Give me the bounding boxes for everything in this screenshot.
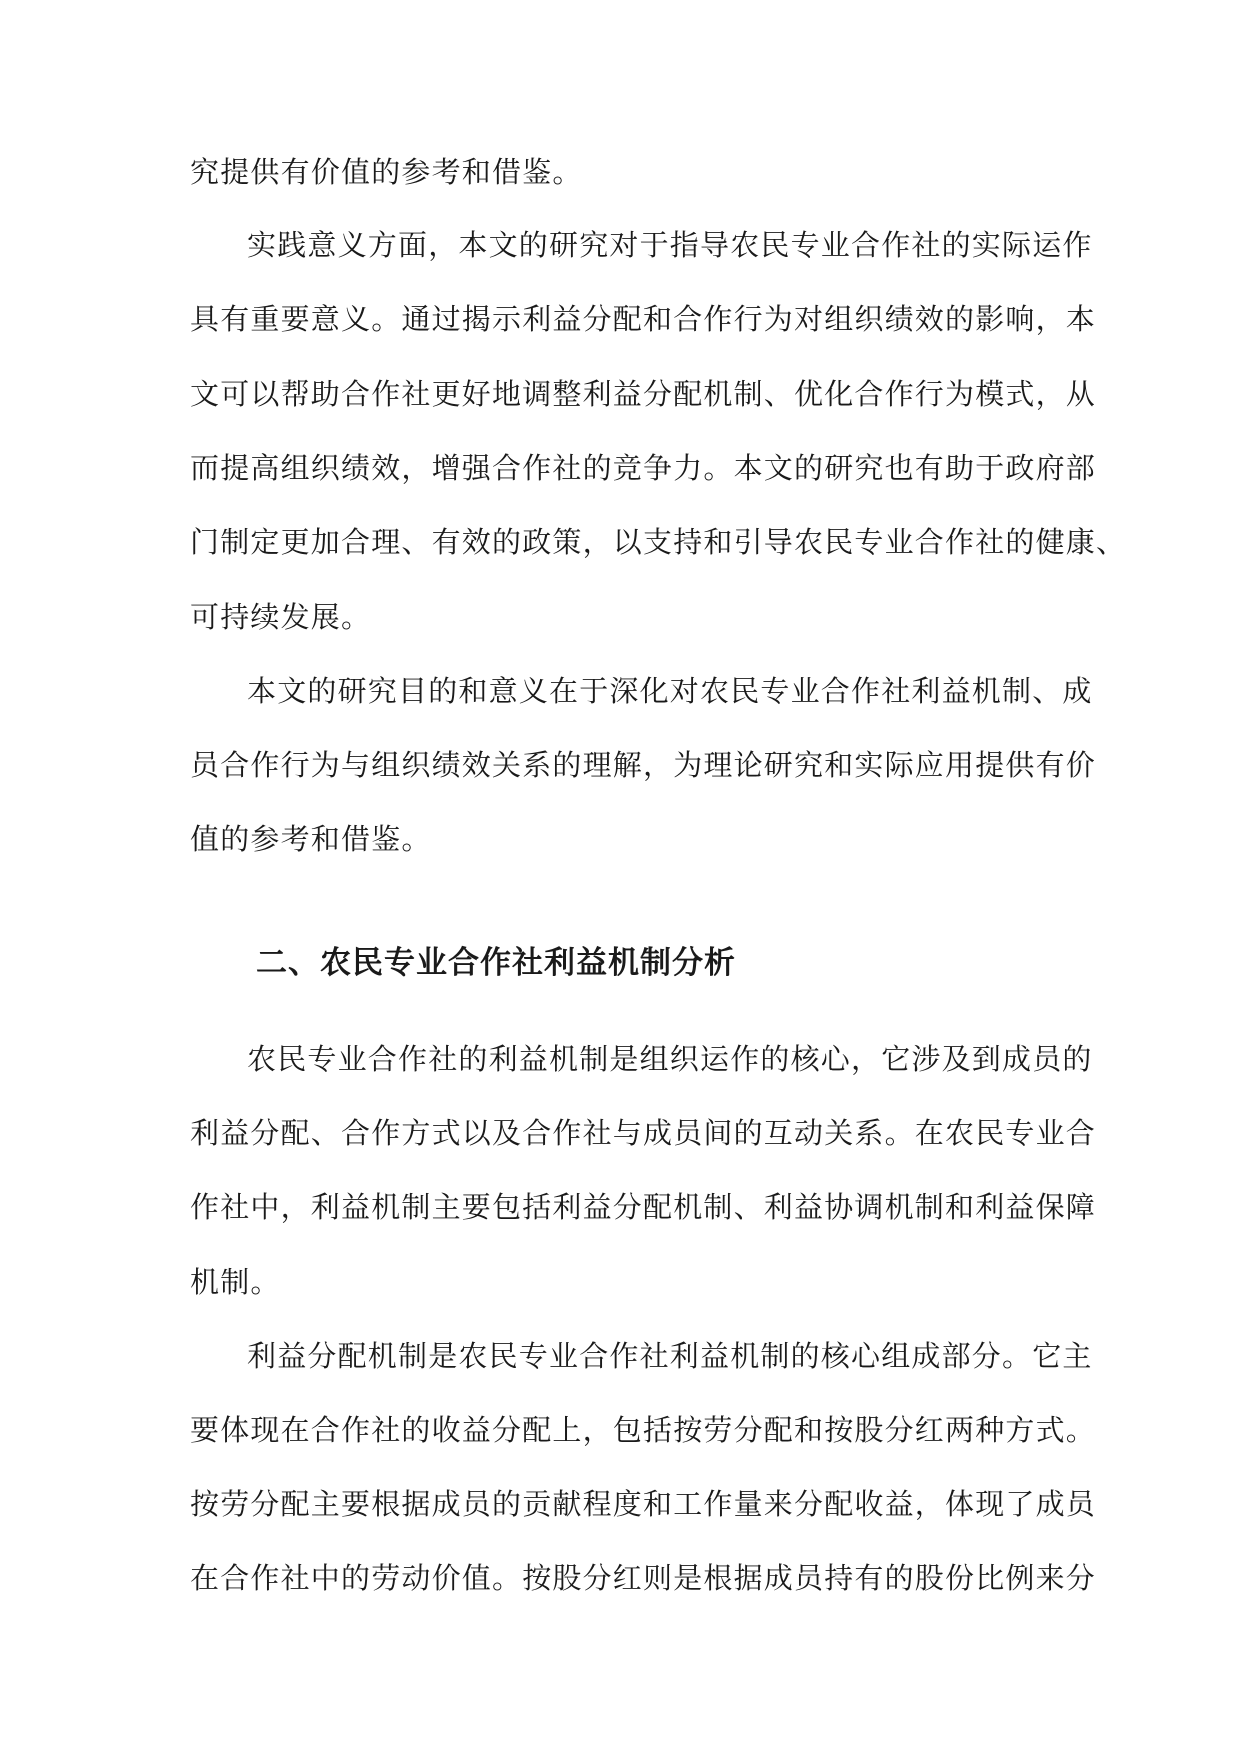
paragraph-4-line-4: 机制。: [190, 1265, 281, 1299]
section-heading: 二、农民专业合作社利益机制分析: [256, 945, 736, 981]
paragraph-1-line-1: 究提供有价值的参考和借鉴。: [190, 155, 583, 189]
paragraph-2-line-4: 而提高组织绩效，增强合作社的竞争力。本文的研究也有助于政府部: [190, 451, 1097, 485]
paragraph-4-line-1: 农民专业合作社的利益机制是组织运作的核心，它涉及到成员的: [247, 1042, 1093, 1076]
paragraph-2-line-5: 门制定更加合理、有效的政策，以支持和引导农民专业合作社的健康、: [190, 525, 1127, 559]
paragraph-2-line-2: 具有重要意义。通过揭示利益分配和合作行为对组织绩效的影响，本: [190, 302, 1097, 336]
paragraph-5-line-3: 按劳分配主要根据成员的贡献程度和工作量来分配收益，体现了成员: [190, 1487, 1097, 1521]
paragraph-3-line-2: 员合作行为与组织绩效关系的理解，为理论研究和实际应用提供有价: [190, 748, 1097, 782]
paragraph-4-line-2: 利益分配、合作方式以及合作社与成员间的互动关系。在农民专业合: [190, 1116, 1097, 1150]
paragraph-5-line-4: 在合作社中的劳动价值。按股分红则是根据成员持有的股份比例来分: [190, 1561, 1097, 1595]
paragraph-2-line-1: 实践意义方面，本文的研究对于指导农民专业合作社的实际运作: [247, 228, 1093, 262]
paragraph-5-line-2: 要体现在合作社的收益分配上，包括按劳分配和按股分红两种方式。: [190, 1413, 1097, 1447]
paragraph-3-line-1: 本文的研究目的和意义在于深化对农民专业合作社利益机制、成: [247, 674, 1093, 708]
paragraph-2-line-3: 文可以帮助合作社更好地调整利益分配机制、优化合作行为模式，从: [190, 377, 1097, 411]
paragraph-4-line-3: 作社中，利益机制主要包括利益分配机制、利益协调机制和利益保障: [190, 1190, 1097, 1224]
paragraph-2-line-6: 可持续发展。: [190, 600, 372, 634]
paragraph-5-line-1: 利益分配机制是农民专业合作社利益机制的核心组成部分。它主: [247, 1339, 1093, 1373]
paragraph-3-line-3: 值的参考和借鉴。: [190, 822, 432, 856]
